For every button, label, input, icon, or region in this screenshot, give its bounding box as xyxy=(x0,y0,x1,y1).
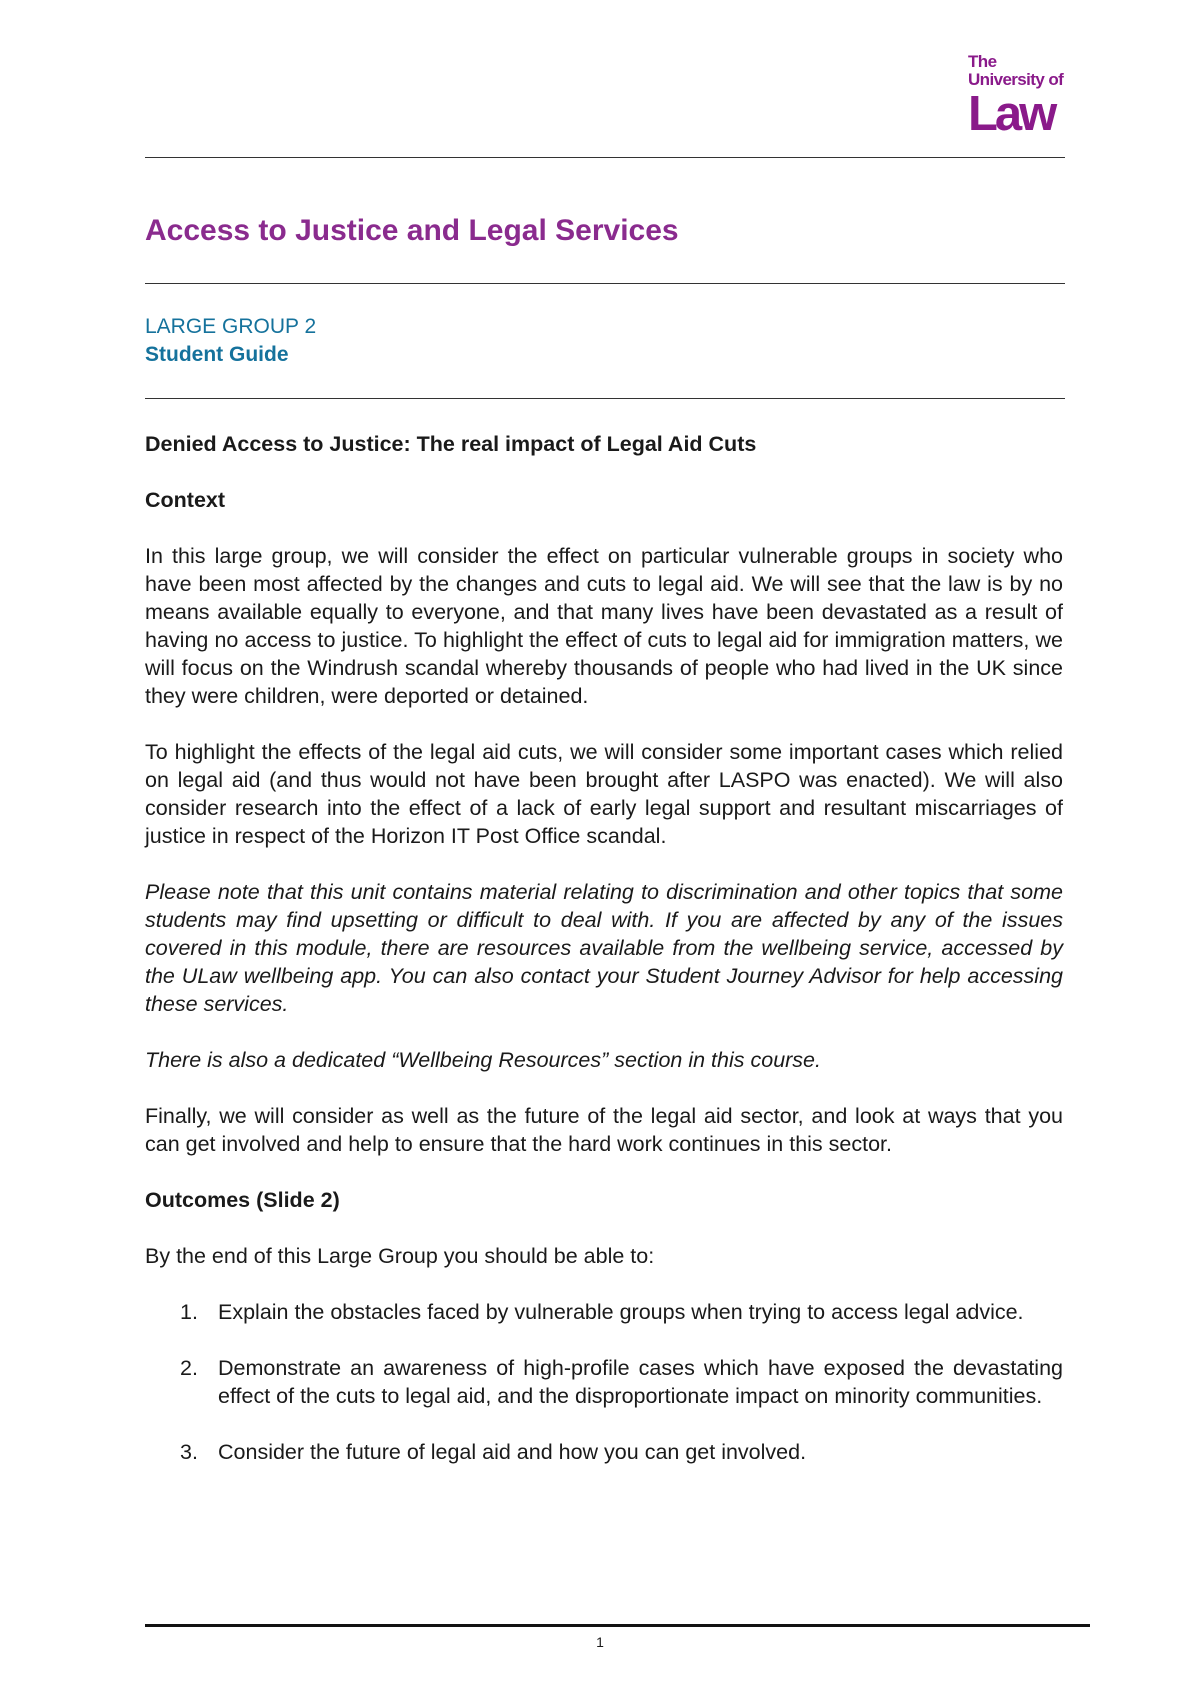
context-heading: Context xyxy=(145,488,226,512)
list-item-number: 3. xyxy=(180,1440,198,1464)
page-number: 1 xyxy=(596,1634,604,1650)
student-guide-label: Student Guide xyxy=(145,343,289,366)
list-item xyxy=(145,1438,1063,1466)
document-title: Access to Justice and Legal Services xyxy=(145,214,679,247)
university-logo xyxy=(968,52,1068,141)
footer-rule xyxy=(145,1624,1090,1627)
wellbeing-note: Please note that this unit contains material relating to discrimination and other topics that some students may find upsetting or difficult to deal with. If you are affected by any of the issues covered in this module, there are resources available from the wellbeing service, accessed by the ULaw wellbeing app. You can also contact your Student Journey Advisor for help accessing these services. xyxy=(145,880,1063,1016)
wellbeing-resources-note: There is also a dedicated “Wellbeing Resources” section in this course. xyxy=(145,1048,821,1072)
context-paragraph-final: Finally, we will consider as well as the future of the legal aid sector, and look at ways that you can get involved and help to ensure that the hard work continues in this sector. xyxy=(145,1104,1063,1156)
context-paragraph-1: In this large group, we will consider the effect on particular vulnerable groups in society who have been most affected by the changes and cuts to legal aid. We will see that the law is by no means available equally to everyone, and that many lives have been devastated as a result of having no access to justice. To highlight the effect of cuts to legal aid for immigration matters, we will focus on the Windrush scandal whereby thousands of people who had lived in the UK since they were children, were deported or detained. xyxy=(145,544,1063,708)
logo-line-university: University of xyxy=(968,70,1064,89)
document-body xyxy=(145,430,1063,1494)
divider-subtitle xyxy=(145,398,1065,399)
list-item-text: Demonstrate an awareness of high-profile cases which have exposed the devastating effect of the cuts to legal aid, and the disproportionate impact on minority communities. xyxy=(218,1356,1063,1408)
logo-line-law: Law xyxy=(968,87,1055,141)
large-group-label: LARGE GROUP 2 xyxy=(145,315,317,338)
list-item xyxy=(145,1298,1063,1326)
context-paragraph-2: To highlight the effects of the legal aid cuts, we will consider some important cases which relied on legal aid (and thus would not have been brought after LASPO was enacted). We will also consider research into the effect of a lack of early legal support and resultant miscarriages of justice in respect of the Horizon IT Post Office scandal. xyxy=(145,740,1063,848)
list-item-number: 1. xyxy=(180,1300,198,1324)
list-item xyxy=(145,1354,1063,1410)
logo-line-the: The xyxy=(968,52,997,71)
divider-top xyxy=(145,157,1065,158)
outcomes-list xyxy=(145,1298,1063,1466)
divider-title xyxy=(145,283,1065,284)
session-heading: Denied Access to Justice: The real impact of Legal Aid Cuts xyxy=(145,432,757,456)
outcomes-heading: Outcomes (Slide 2) xyxy=(145,1188,340,1212)
list-item-number: 2. xyxy=(180,1356,198,1380)
document-subtitle xyxy=(145,313,316,369)
list-item-text: Explain the obstacles faced by vulnerable groups when trying to access legal advice. xyxy=(218,1300,1024,1324)
list-item-text: Consider the future of legal aid and how you can get involved. xyxy=(218,1440,807,1464)
outcomes-intro: By the end of this Large Group you should be able to: xyxy=(145,1244,655,1268)
